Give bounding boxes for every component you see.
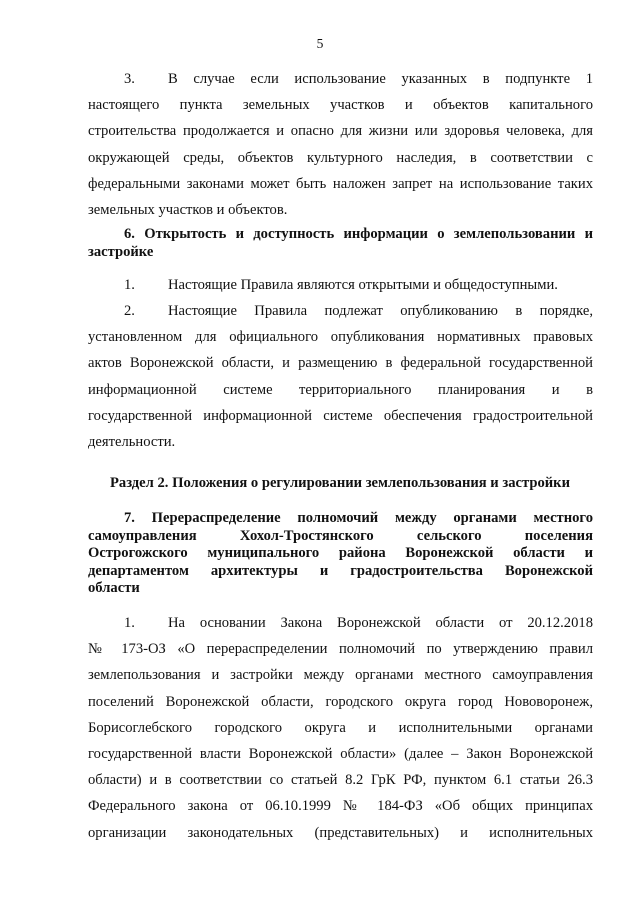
paragraph-line: окружающей среды, объектов культурного наследия, в соответствии с [88,149,593,166]
paragraph-line: государственной информационной системе обеспечения градостроительной [88,407,593,424]
paragraph-line: информационной системе территориального планирования и в [88,381,593,398]
paragraph-line: землепользования и застройки между органами местного самоуправления [88,667,593,684]
paragraph-line: государственной власти Воронежской области» (далее – Закон Воронежской [88,746,593,763]
heading-line: департаментом архитектуры и градостроительства Воронежской [88,562,593,579]
paragraph-line: 1. На основании Закона Воронежской области от 20.12.2018 [88,610,593,636]
heading-line: застройке [88,243,154,260]
paragraph-line: установленном для официального опубликования нормативных правовых [88,329,593,346]
paragraph-6-1 [88,272,593,298]
paragraph-line: Федерального закона от 06.10.1999 № 184-ФЗ «Об общих принципах [88,798,593,815]
paragraph-line: № 173-ОЗ «О перераспределении полномочий по утверждению правил [88,641,593,658]
paragraph-line: строительства продолжается и опасно для жизни или здоровья человека, для [88,123,593,140]
paragraph-line: 2. Настоящие Правила подлежат опубликованию в порядке, [88,298,593,324]
heading-line: Острогожского муниципального района Воронежской области и [88,545,593,561]
item-number: 2. [124,303,135,319]
section-heading-7 [88,510,593,598]
paragraph-line: настоящего пункта земельных участков и объектов капитального [88,97,593,114]
heading-line: области [88,580,140,596]
item-number: 1. [124,615,135,631]
paragraph-line: 3. В случае если использование указанных в подпункте 1 [88,66,593,92]
item-number: 3. [124,71,135,87]
heading-line: самоуправления Хохол-Тростянского сельского поселения [88,527,593,544]
paragraph-line: 1. Настоящие Правила являются открытыми и общедоступными. [88,272,593,298]
paragraph-line: Борисоглебского городского округа и исполнительными органами [88,719,593,736]
paragraph-line: области) и в соответствии со статьей 8.2 ГрК РФ, пунктом 6.1 статьи 26.3 [88,772,593,789]
paragraph-line: федеральными законами может быть наложен запрет на использование таких [88,175,593,192]
section-2-title: Раздел 2. Положения о регулировании землепользования и застройки [109,475,570,491]
paragraph-item-3 [88,66,593,223]
section-heading-6 [88,226,593,261]
paragraph-7-1 [88,610,593,846]
paragraph-line: организации законодательных (представительных) и исполнительных [88,824,593,841]
paragraph-line: поселений Воронежской области, городского округа город Нововоронеж, [88,693,593,710]
heading-line: 6. Открытость и доступность информации о землепользовании и [124,226,593,242]
paragraph-6-2 [88,298,593,455]
paragraph-line: актов Воронежской области, и размещению в федеральной государственной [88,355,593,372]
paragraph-line: деятельности. [88,434,176,451]
paragraph-line: земельных участков и объектов. [88,202,288,219]
item-number: 1. [124,277,135,293]
page-number: 5 [316,36,324,51]
heading-line: 7. Перераспределение полномочий между органами местного [124,510,593,526]
